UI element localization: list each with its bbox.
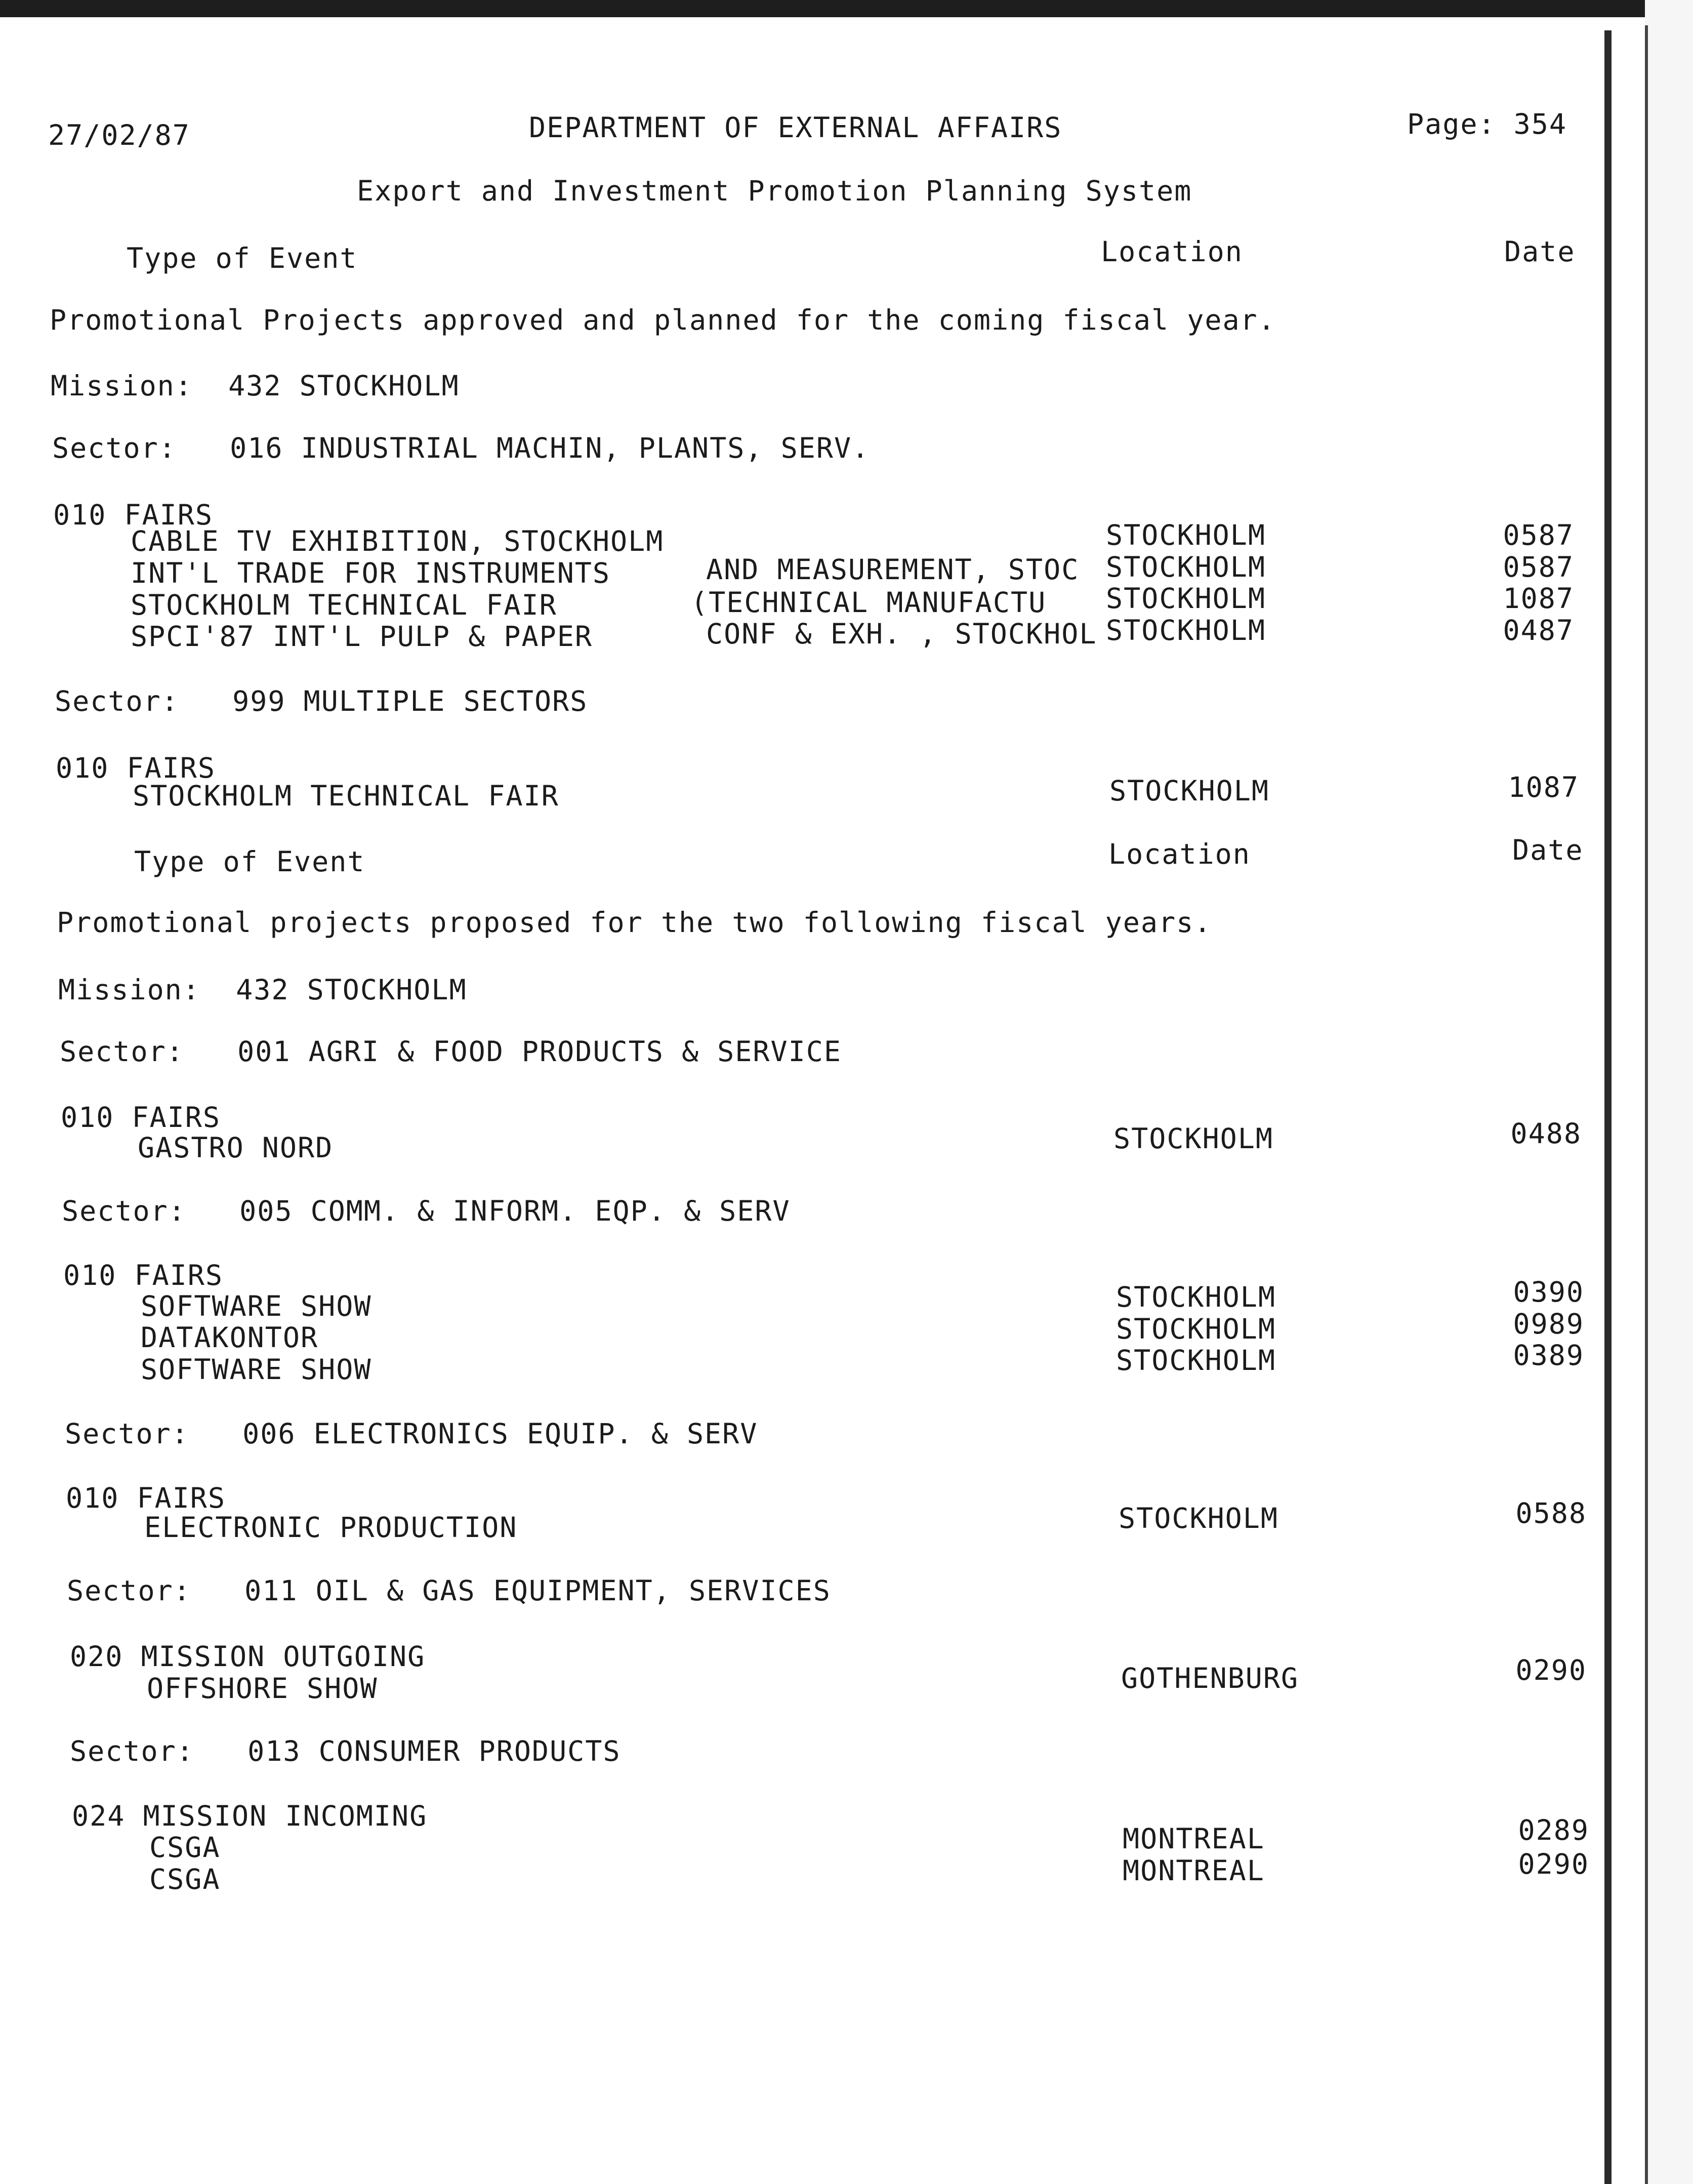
event-date: 0389 [1513, 1339, 1584, 1371]
event-group: 010 FAIRS [53, 499, 214, 531]
event-name: STOCKHOLM TECHNICAL FAIR [131, 589, 557, 621]
event-location: STOCKHOLM [1116, 1344, 1276, 1377]
event-date: 0289 [1518, 1814, 1589, 1846]
event-name: OFFSHORE SHOW [147, 1672, 378, 1705]
event-name-continued: (TECHNICAL MANUFACTU [691, 586, 1047, 619]
column-header-type: Type of Event [134, 845, 365, 878]
event-location: MONTREAL [1123, 1823, 1265, 1855]
event-date: 0587 [1503, 519, 1574, 551]
mission-label: Mission: 432 STOCKHOLM [58, 974, 467, 1006]
sector-label: Sector: 999 MULTIPLE SECTORS [55, 685, 588, 717]
event-date: 1087 [1508, 771, 1579, 803]
system-title: Export and Investment Promotion Planning System [357, 175, 1192, 207]
event-group: 024 MISSION INCOMING [72, 1800, 428, 1832]
column-header-type: Type of Event [127, 242, 358, 274]
event-group: 010 FAIRS [61, 1101, 221, 1134]
event-date: 0390 [1513, 1276, 1584, 1308]
sector-label: Sector: 016 INDUSTRIAL MACHIN, PLANTS, SERV. [52, 432, 870, 464]
section-intro: Promotional projects proposed for the two following fiscal years. [57, 906, 1212, 939]
scan-binding-edge [1604, 30, 1612, 2184]
scan-binding-edge-inner [1645, 25, 1648, 2184]
sector-label: Sector: 011 OIL & GAS EQUIPMENT, SERVICES [67, 1574, 831, 1607]
event-date: 0989 [1513, 1308, 1584, 1340]
event-date: 0588 [1515, 1497, 1587, 1529]
event-group: 010 FAIRS [56, 752, 216, 784]
event-location: STOCKHOLM [1119, 1502, 1279, 1534]
event-date: 0488 [1510, 1117, 1582, 1150]
event-date: 0487 [1503, 614, 1574, 646]
event-location: MONTREAL [1123, 1854, 1265, 1887]
department-title: DEPARTMENT OF EXTERNAL AFFAIRS [529, 111, 1062, 144]
event-location: STOCKHOLM [1116, 1281, 1276, 1313]
event-group: 020 MISSION OUTGOING [70, 1640, 426, 1673]
event-name-continued: CONF & EXH. , STOCKHOL [706, 618, 1097, 650]
event-name: CSGA [149, 1831, 221, 1864]
event-name-continued: AND MEASUREMENT, STOC [706, 553, 1080, 586]
scan-top-edge [0, 0, 1693, 17]
column-header-date: Date [1512, 834, 1584, 866]
event-location: STOCKHOLM [1109, 775, 1270, 807]
report-date: 27/02/87 [48, 119, 190, 151]
event-date: 0290 [1515, 1654, 1587, 1686]
event-location: STOCKHOLM [1113, 1122, 1274, 1155]
event-location: STOCKHOLM [1106, 551, 1266, 583]
column-header-date: Date [1504, 235, 1576, 268]
page-number: Page: 354 [1407, 108, 1567, 140]
event-name: INT'L TRADE FOR INSTRUMENTS [131, 557, 611, 589]
event-name: SOFTWARE SHOW [141, 1353, 372, 1386]
event-name: CSGA [149, 1863, 221, 1895]
sector-label: Sector: 006 ELECTRONICS EQUIP. & SERV [65, 1418, 758, 1450]
event-location: STOCKHOLM [1106, 519, 1266, 551]
event-date: 0290 [1518, 1848, 1589, 1880]
event-name: SOFTWARE SHOW [141, 1290, 372, 1322]
event-location: STOCKHOLM [1116, 1313, 1276, 1345]
event-name: GASTRO NORD [138, 1131, 334, 1164]
event-name: ELECTRONIC PRODUCTION [144, 1511, 518, 1544]
mission-label: Mission: 432 STOCKHOLM [51, 370, 460, 402]
event-location: STOCKHOLM [1106, 582, 1266, 615]
column-header-location: Location [1108, 838, 1251, 870]
event-name: CABLE TV EXHIBITION, STOCKHOLM [131, 525, 664, 557]
event-group: 010 FAIRS [66, 1482, 226, 1514]
event-date: 0587 [1503, 551, 1574, 583]
column-header-location: Location [1101, 235, 1243, 268]
sector-label: Sector: 001 AGRI & FOOD PRODUCTS & SERVICE [60, 1035, 842, 1068]
event-name: DATAKONTOR [141, 1321, 319, 1354]
sector-label: Sector: 013 CONSUMER PRODUCTS [70, 1735, 621, 1767]
event-date: 1087 [1503, 582, 1574, 615]
sector-label: Sector: 005 COMM. & INFORM. EQP. & SERV [62, 1195, 791, 1227]
event-group: 010 FAIRS [63, 1259, 224, 1291]
event-location: GOTHENBURG [1121, 1662, 1299, 1694]
event-location: STOCKHOLM [1106, 614, 1266, 646]
event-name: STOCKHOLM TECHNICAL FAIR [133, 780, 559, 812]
event-name: SPCI'87 INT'L PULP & PAPER [131, 620, 593, 653]
scan-right-margin [1645, 0, 1693, 2184]
section-intro: Promotional Projects approved and planned for the coming fiscal year. [50, 304, 1276, 336]
